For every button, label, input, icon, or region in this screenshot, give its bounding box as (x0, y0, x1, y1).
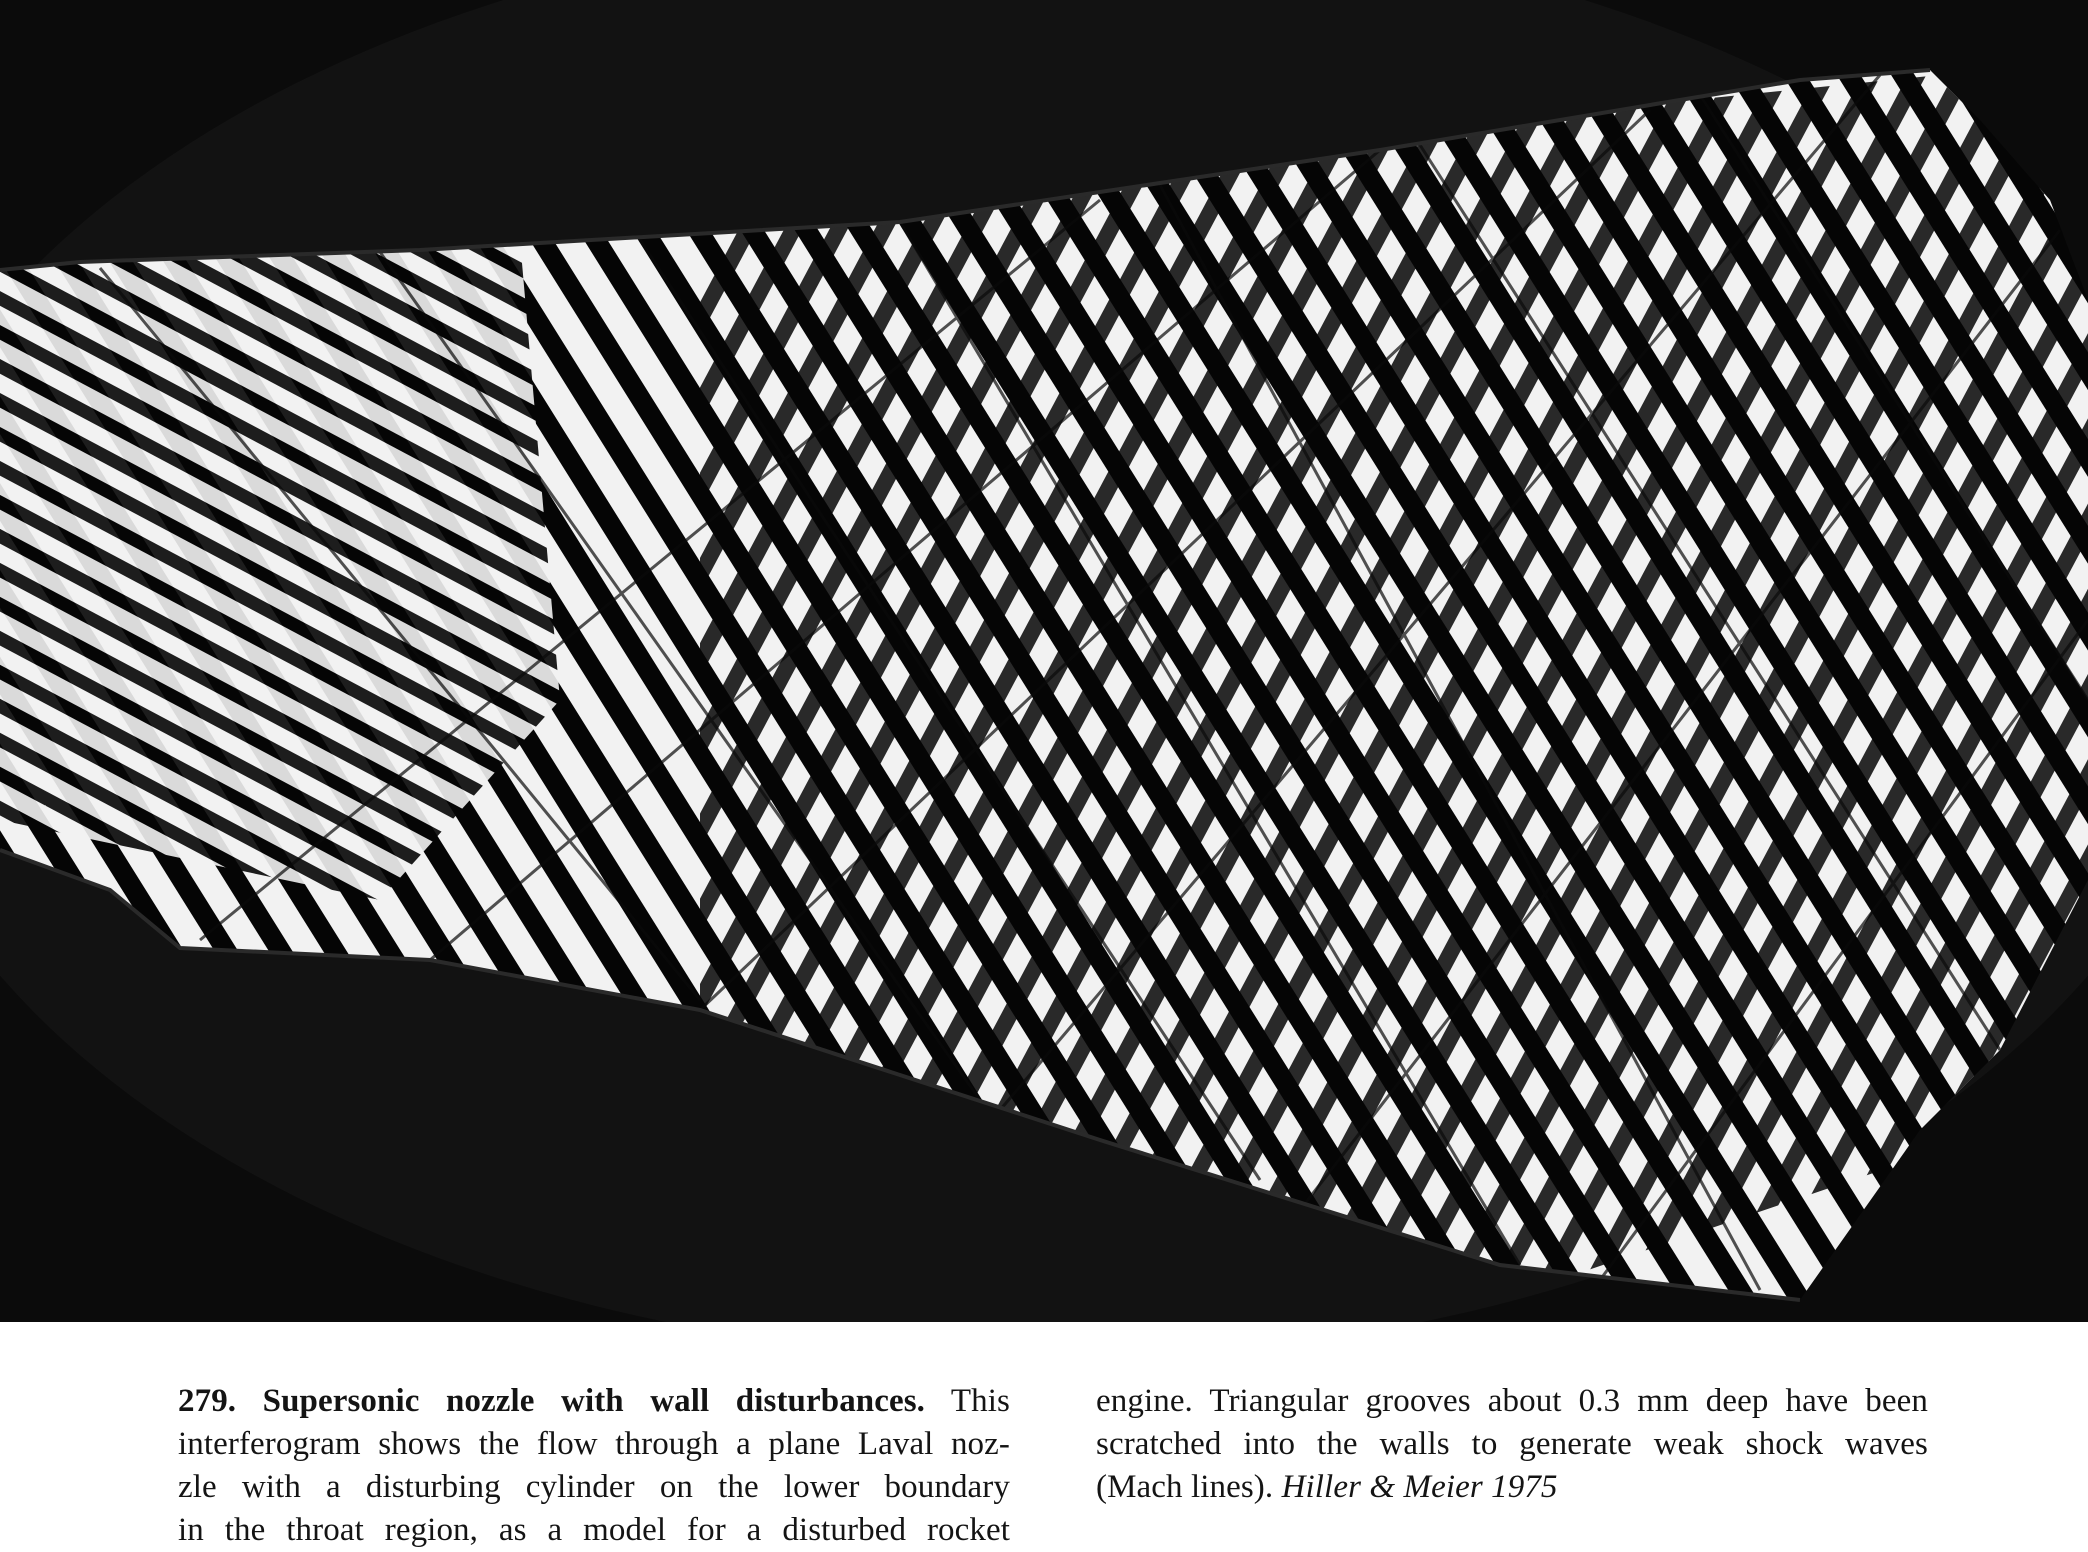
caption-line (1096, 1466, 1928, 1509)
figure-title: Supersonic nozzle with wall disturbances. (262, 1383, 926, 1419)
caption-line: engine. Triangular grooves about 0.3 mm deep have been (1096, 1383, 1928, 1419)
caption-line: zle with a disturbing cylinder on the lower boundary (178, 1469, 1010, 1505)
caption-body-text: This (925, 1383, 1010, 1419)
caption-left-column (178, 1380, 1010, 1552)
caption-body-text: (Mach lines). (1096, 1469, 1282, 1505)
caption-line: interferogram shows the flow through a plane Laval noz- (178, 1426, 1010, 1462)
figure-credit: Hiller & Meier 1975 (1281, 1469, 1558, 1505)
caption-line (178, 1380, 1010, 1423)
caption-line: scratched into the walls to generate weak shock waves (1096, 1426, 1928, 1462)
caption-right-column (1096, 1380, 1928, 1509)
caption-line: in the throat region, as a model for a disturbed rocket (178, 1512, 1010, 1548)
figure-number: 279. (178, 1383, 237, 1419)
